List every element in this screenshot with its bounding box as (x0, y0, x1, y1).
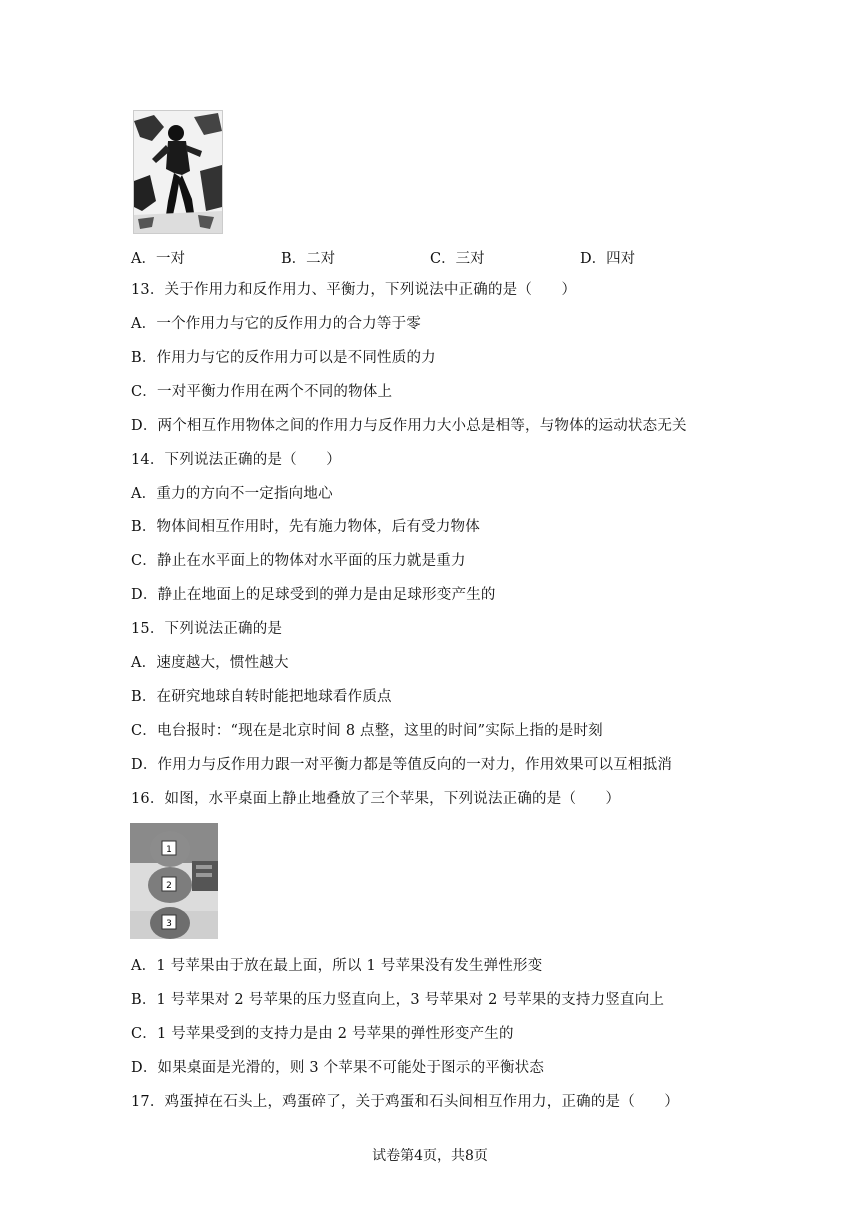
page-footer: 试卷第4页，共8页 (372, 1148, 488, 1164)
q12-option-d: D．四对 (580, 251, 636, 267)
q13-option-a: A．一个作用力与它的反作用力的合力等于零 (131, 316, 421, 332)
stacked-apples-photo (130, 823, 218, 939)
q17-stem: 17．鸡蛋掉在石头上，鸡蛋碎了，关于鸡蛋和石头间相互作用力，正确的是（ ） (131, 1094, 680, 1110)
q13-option-d: D．两个相互作用物体之间的作用力与反作用力大小总是相等，与物体的运动状态无关 (131, 418, 687, 434)
q14-option-a: A．重力的方向不一定指向地心 (131, 486, 333, 502)
apple-label-2: 2 (166, 881, 172, 891)
q13-option-c: C．一对平衡力作用在两个不同的物体上 (131, 384, 393, 400)
q16-option-d: D．如果桌面是光滑的，则 3 个苹果不可能处于图示的平衡状态 (131, 1060, 545, 1076)
q15-option-a: A．速度越大，惯性越大 (131, 655, 289, 671)
q14-option-b: B．物体间相互作用时，先有施力物体，后有受力物体 (131, 519, 480, 535)
q13-option-b: B．作用力与它的反作用力可以是不同性质的力 (131, 350, 436, 366)
q14-option-c: C．静止在水平面上的物体对水平面的压力就是重力 (131, 553, 466, 569)
runner-photo-graphic (134, 111, 222, 233)
q15-option-d: D．作用力与反作用力跟一对平衡力都是等值反向的一对力，作用效果可以互相抵消 (131, 757, 673, 773)
q12-option-a: A．一对 (131, 251, 185, 267)
q16-stem: 16．如图，水平桌面上静止地叠放了三个苹果，下列说法正确的是（ ） (131, 791, 621, 807)
q14-stem: 14．下列说法正确的是（ ） (131, 452, 341, 468)
q14-option-d: D．静止在地面上的足球受到的弹力是由足球形变产生的 (131, 587, 496, 603)
q12-options (131, 247, 731, 265)
q16-option-b: B．1 号苹果对 2 号苹果的压力竖直向上，3 号苹果对 2 号苹果的支持力竖直向上 (131, 992, 665, 1008)
apple-label-3: 3 (166, 919, 172, 929)
q15-stem: 15．下列说法正确的是 (131, 621, 283, 637)
q15-option-c: C．电台报时：“现在是北京时间 8 点整，这里的时间”实际上指的是时刻 (131, 723, 603, 739)
q15-option-b: B．在研究地球自转时能把地球看作质点 (131, 689, 392, 705)
q12-option-b: B．二对 (281, 251, 336, 267)
q12-option-c: C．三对 (430, 251, 485, 267)
apple-label-1: 1 (166, 845, 172, 855)
q16-option-c: C．1 号苹果受到的支持力是由 2 号苹果的弹性形变产生的 (131, 1026, 514, 1042)
q16-option-a: A．1 号苹果由于放在最上面，所以 1 号苹果没有发生弹性形变 (131, 958, 543, 974)
q13-stem: 13．关于作用力和反作用力、平衡力，下列说法中正确的是（ ） (131, 282, 577, 298)
stacked-apples-graphic (130, 823, 218, 939)
runner-photo (133, 110, 223, 234)
